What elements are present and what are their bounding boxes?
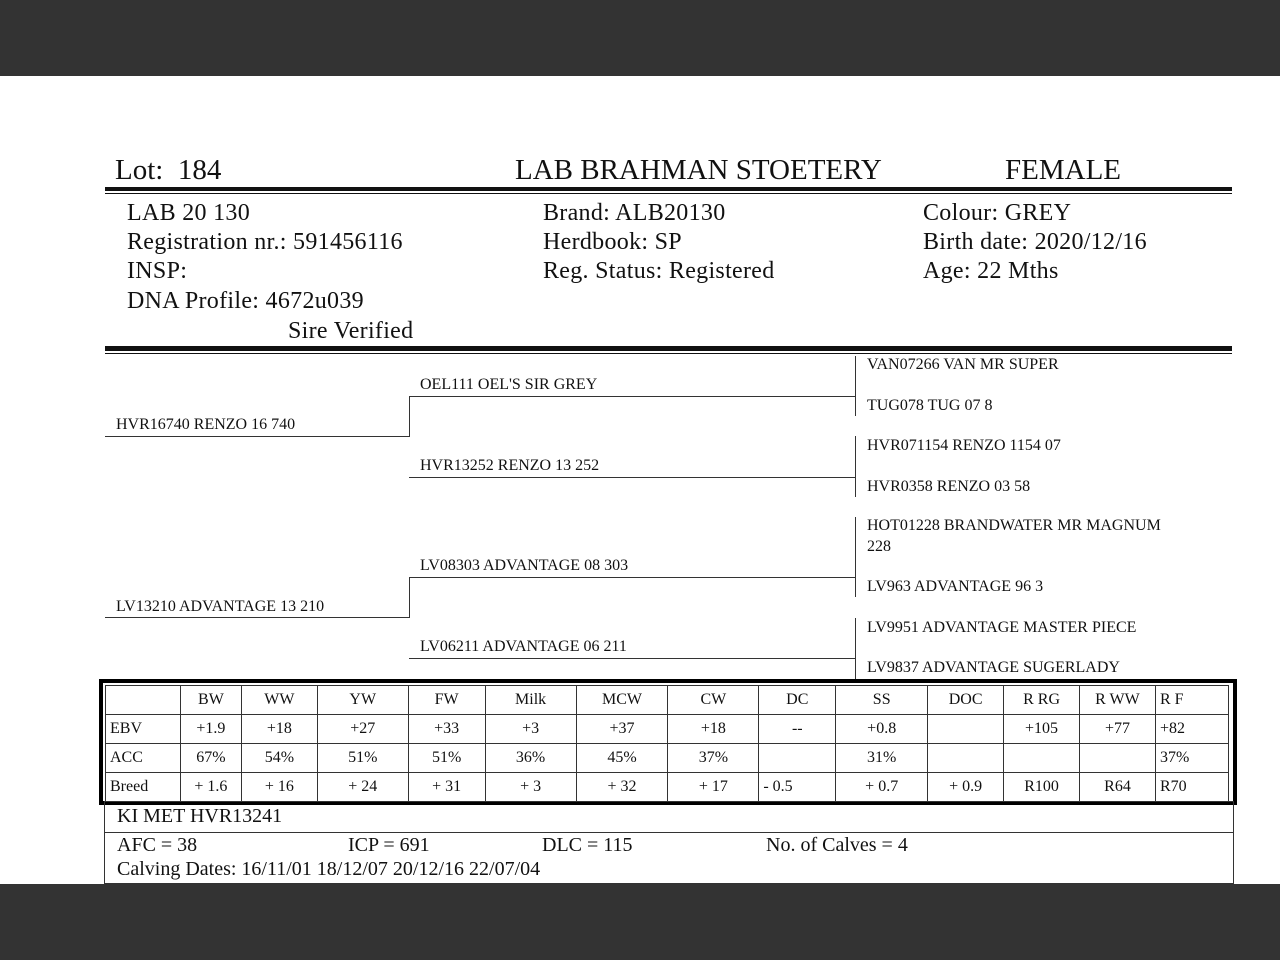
sex-label: FEMALE (1005, 154, 1121, 186)
ebv-cell (928, 715, 1004, 744)
herdbook: Herdbook: SP (543, 229, 682, 255)
ebv-cell: +77 (1080, 715, 1156, 744)
breed-cell: + 0.7 (836, 773, 928, 802)
pedigree-dam-sire: LV08303 ADVANTAGE 08 303 (420, 557, 629, 574)
ebv-row-label: EBV (106, 715, 181, 744)
ebv-cell: +27 (317, 715, 408, 744)
ebv-header-cell: BW (180, 686, 241, 715)
ebv-header-cell: DOC (928, 686, 1004, 715)
brand: Brand: ALB20130 (543, 200, 726, 226)
ebv-row (106, 715, 1229, 744)
breed-cell: R100 (1004, 773, 1080, 802)
ebv-header-cell: SS (836, 686, 928, 715)
ebv-cell: -- (759, 715, 836, 744)
animal-id: LAB 20 130 (127, 200, 250, 226)
breeding-stats-box (104, 832, 1234, 884)
acc-cell (1004, 744, 1080, 773)
info-rule-thin (105, 353, 1232, 354)
acc-cell: 67% (180, 744, 241, 773)
lot-label: Lot: 184 (115, 154, 222, 186)
breed-cell: + 16 (241, 773, 317, 802)
pedigree-ggp: HVR0358 RENZO 03 58 (867, 478, 1031, 495)
ebv-table (105, 685, 1229, 802)
afc-value: AFC = 38 (117, 834, 198, 856)
pedigree-line (409, 396, 410, 437)
info-rule-thick (105, 346, 1232, 351)
pedigree-line (855, 436, 856, 497)
pedigree-sire-dam: HVR13252 RENZO 13 252 (420, 457, 600, 474)
acc-row (106, 744, 1229, 773)
top-letterbox-bar (0, 0, 1280, 76)
pedigree-line (409, 577, 410, 618)
acc-cell (1080, 744, 1156, 773)
pedigree-line (105, 617, 410, 618)
breed-cell: + 24 (317, 773, 408, 802)
pedigree-line (105, 436, 410, 437)
lot-number: 184 (177, 154, 222, 186)
ebv-cell: +1.9 (180, 715, 241, 744)
ebv-header-cell: R WW (1080, 686, 1156, 715)
breed-row (106, 773, 1229, 802)
breed-cell: + 3 (485, 773, 576, 802)
pedigree-line (409, 577, 856, 578)
ebv-cell: +37 (576, 715, 668, 744)
pedigree-ggp: HOT01228 BRANDWATER MR MAGNUM (867, 517, 1161, 534)
bottom-letterbox-bar (0, 884, 1280, 960)
calves-count: No. of Calves = 4 (766, 834, 908, 856)
pedigree-ggp: TUG078 TUG 07 8 (867, 397, 993, 414)
ebv-cell: +33 (408, 715, 485, 744)
breed-cell: + 31 (408, 773, 485, 802)
reg-status: Reg. Status: Registered (543, 258, 775, 284)
pedigree-ggp: LV9837 ADVANTAGE SUGERLADY (867, 659, 1120, 676)
acc-cell: 31% (836, 744, 928, 773)
header-rule-thin (105, 193, 1232, 194)
breed-cell: - 0.5 (759, 773, 836, 802)
acc-cell: 45% (576, 744, 668, 773)
ki-met-box (104, 801, 1234, 833)
ebv-header-cell: CW (668, 686, 759, 715)
acc-cell: 54% (241, 744, 317, 773)
breed-cell: + 17 (668, 773, 759, 802)
acc-cell: 51% (408, 744, 485, 773)
breed-cell: + 32 (576, 773, 668, 802)
ki-met: KI MET HVR13241 (117, 805, 283, 827)
ebv-cell: +82 (1155, 715, 1228, 744)
ebv-header-cell: DC (759, 686, 836, 715)
pedigree-ggp: HVR071154 RENZO 1154 07 (867, 437, 1061, 454)
acc-cell: 51% (317, 744, 408, 773)
ebv-header-row (106, 686, 1229, 715)
sire-verified: Sire Verified (288, 318, 414, 344)
pedigree-line (855, 517, 856, 597)
acc-row-label: ACC (106, 744, 181, 773)
pedigree-line (409, 658, 856, 659)
pedigree-sire-sire: OEL111 OEL'S SIR GREY (420, 376, 598, 393)
ebv-header-cell: YW (317, 686, 408, 715)
registration-number: Registration nr.: 591456116 (127, 229, 403, 255)
pedigree-ggp: VAN07266 VAN MR SUPER (867, 356, 1059, 373)
colour: Colour: GREY (923, 200, 1072, 226)
dlc-value: DLC = 115 (542, 834, 633, 856)
insp-label: INSP: (127, 258, 188, 284)
icp-value: ICP = 691 (348, 834, 430, 856)
ebv-header-cell (106, 686, 181, 715)
pedigree-ggp: LV9951 ADVANTAGE MASTER PIECE (867, 619, 1137, 636)
ebv-header-cell: R RG (1004, 686, 1080, 715)
acc-cell: 36% (485, 744, 576, 773)
acc-cell: 37% (1155, 744, 1228, 773)
pedigree-line (409, 477, 856, 478)
breed-row-label: Breed (106, 773, 181, 802)
ebv-header-cell: FW (408, 686, 485, 715)
acc-cell (928, 744, 1004, 773)
pedigree-line (409, 396, 856, 397)
calving-dates: Calving Dates: 16/11/01 18/12/07 20/12/16 22/07/04 (117, 858, 541, 880)
ebv-cell: +0.8 (836, 715, 928, 744)
pedigree-dam: LV13210 ADVANTAGE 13 210 (116, 598, 325, 615)
ebv-cell: +3 (485, 715, 576, 744)
stud-name: LAB BRAHMAN STOETERY (515, 154, 882, 186)
breed-cell: + 1.6 (180, 773, 241, 802)
breed-cell: R70 (1155, 773, 1228, 802)
ebv-header-cell: R F (1155, 686, 1228, 715)
pedigree-line (855, 356, 856, 416)
header-rule-thick (105, 187, 1232, 191)
ebv-header-cell: Milk (485, 686, 576, 715)
breed-cell: R64 (1080, 773, 1156, 802)
ebv-cell: +18 (241, 715, 317, 744)
acc-cell (759, 744, 836, 773)
pedigree-ggp: 228 (867, 538, 891, 555)
ebv-header-cell: WW (241, 686, 317, 715)
acc-cell: 37% (668, 744, 759, 773)
ebv-header-cell: MCW (576, 686, 668, 715)
pedigree-sire: HVR16740 RENZO 16 740 (116, 416, 296, 433)
ebv-cell: +18 (668, 715, 759, 744)
pedigree-dam-dam: LV06211 ADVANTAGE 06 211 (420, 638, 627, 655)
dna-profile: DNA Profile: 4672u039 (127, 288, 364, 314)
ebv-cell: +105 (1004, 715, 1080, 744)
age: Age: 22 Mths (923, 258, 1059, 284)
pedigree-line (855, 618, 856, 679)
pedigree-ggp: LV963 ADVANTAGE 96 3 (867, 578, 1044, 595)
breed-cell: + 0.9 (928, 773, 1004, 802)
birth-date: Birth date: 2020/12/16 (923, 229, 1147, 255)
